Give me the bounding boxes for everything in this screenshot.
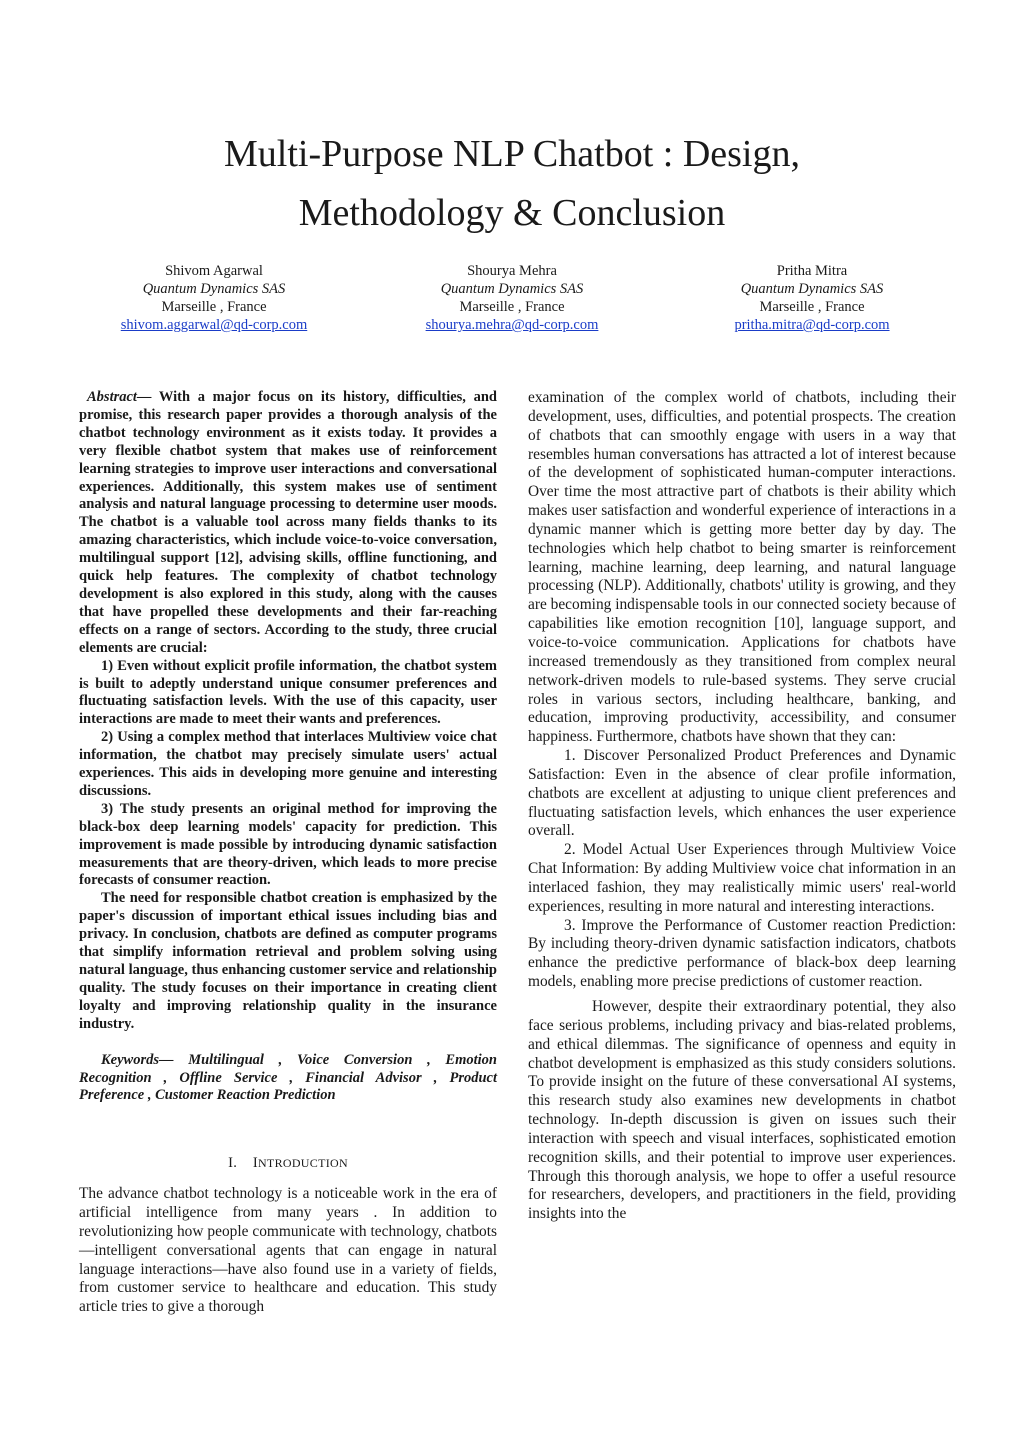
- title-line-1: Multi-Purpose NLP Chatbot : Design,: [224, 133, 800, 175]
- author-email-link[interactable]: shivom.aggarwal@qd-corp.com: [120, 317, 308, 333]
- abstract-point-1: 1) Even without explicit profile information, the chatbot system is built to adeptly understand unique consumer preferences and fluctuating satisfaction levels. With the use of this capacity, user interactions are made to meet their wants and preferences.: [79, 657, 497, 728]
- author-name: Pritha Mitra: [776, 263, 848, 279]
- keywords-label: Keywords—: [101, 1051, 174, 1068]
- author-block-1: [64, 262, 364, 334]
- section-title-initial: I: [252, 1155, 258, 1172]
- author-affiliation: Quantum Dynamics SAS: [740, 281, 884, 297]
- paper-title: [0, 125, 1024, 243]
- abstract-point-3: 3) The study presents an original method for improving the black-box deep learning models' capacity for prediction. This improvement is made possible by introducing dynamic satisfaction measurements that are theory-driven, which leads to more precise forecasts of consumer reaction.: [79, 800, 497, 889]
- section-number: I.: [228, 1155, 238, 1172]
- author-block-3: [662, 262, 962, 334]
- right-column: [528, 389, 956, 1224]
- section-title-rest: NTRODUCTION: [257, 1156, 348, 1171]
- author-email-link[interactable]: shourya.mehra@qd-corp.com: [425, 317, 599, 333]
- author-location: Marseille , France: [161, 299, 267, 315]
- intro-point-1: 1. Discover Personalized Product Preferences and Dynamic Satisfaction: Even in the absence of clear profile information, chatbots are excellent at adjusting to unique client preferences and fluctuating satisfaction levels, which enhances the user experience overall.: [528, 747, 956, 840]
- author-name: Shourya Mehra: [467, 263, 557, 279]
- keywords-paragraph: [79, 1052, 497, 1106]
- abstract-label: Abstract—: [87, 389, 152, 405]
- abstract-paragraph: [79, 389, 497, 658]
- intro-paragraph-left: The advance chatbot technology is a noticeable work in the era of artificial intelligence from many years . In addition to revolutionizing how people communicate with technology, chatbots—intelligent conversational agents that can engage in natural language interactions—have also found use in a variety of fields, from customer service to healthcare and education. This study article tries to give a thorough: [79, 1185, 497, 1316]
- section-heading-introduction: [79, 1155, 497, 1173]
- title-line-2: Methodology & Conclusion: [298, 192, 726, 234]
- intro-paragraph-right: examination of the complex world of chatbots, including their development, uses, difficulties, and potential prospects. The creation of chatbots that can smoothly engage with users in a way that resembles human conversations has attracted a lot of interest because of the development of sophisticated human-computer interactions. Over time the most attractive part of chatbots is their ability which makes user satisfaction and wonderful experience of interactions in a dynamic manner which is getting more better day by day. The technologies which help chatbot to being smarter is reinforcement learning, machine learning, deep learning, and natural language processing (NLP). Additionally, chatbots' utility is growing, and they are becoming indispensable tools in our connected society because of capabilities like emotion recognition [10], language support, and voice-to-voice communication. Applications for chatbots have increased tremendously as they transitioned from complex neural network-driven models to rule-based systems. They serve crucial roles in various sectors, including healthcare, banking, and education, improving productivity, accessibility, and consumer happiness. Furthermore, chatbots have shown that they can:: [528, 389, 956, 746]
- abstract-closing: The need for responsible chatbot creation is emphasized by the paper's discussion of important ethical issues including bias and privacy. In conclusion, chatbots are defined as computer programs that simplify information retrieval and problem solving using natural language, thus enhancing customer service and relationship quality. The study focuses on their importance in creating client loyalty and improving relationship quality in the insurance industry.: [79, 890, 497, 1032]
- keywords-text: Multilingual , Voice Conversion , Emotion Recognition , Offline Service , Financial Advisor , Product Preference , Customer Reaction Prediction: [79, 1051, 497, 1104]
- author-location: Marseille , France: [459, 299, 565, 315]
- author-email-link[interactable]: pritha.mitra@qd-corp.com: [734, 317, 890, 333]
- author-name: Shivom Agarwal: [165, 263, 263, 279]
- author-location: Marseille , France: [759, 299, 865, 315]
- intro-point-3: 3. Improve the Performance of Customer reaction Prediction: By including theory-driven dynamic satisfaction indicators, chatbots enhance the predictive performance of black-box deep learning models, enabling more precise predictions of customer reaction.: [528, 916, 956, 991]
- abstract-text: With a major focus on its history, difficulties, and promise, this research paper provides a thorough analysis of the chatbot technology environment as it exists today. It provides a very flexible chatbot system that makes use of reinforcement learning strategies to improve user interactions and conversational experiences. Additionally, this system makes use of sentiment analysis and natural language processing to determine user moods. The chatbot is a valuable tool across many fields thanks to its amazing characteristics, which include voice-to-voice conversation, multilingual support [12], advising skills, offline functioning, and quick help features. The complexity of chatbot technology development is also explored in this study, along with the causes that have propelled these developments and their far-reaching effects on a range of sectors. According to the study, three crucial elements are crucial:: [79, 389, 497, 656]
- intro-closing: However, despite their extraordinary potential, they also face serious problems, including privacy and bias-related problems, and ethical dilemmas. The significance of openness and equity in chatbot development is emphasized as this study considers solutions. To provide insight on the future of these conversational AI systems, this research study also examines new developments in chatbot technology. In-depth discussion is given on issues such their interaction with speech and visual interfaces, sophisticated emotion recognition skills, and their potential to improve user experiences. Through this thorough analysis, we hope to offer a useful resource for researchers, developers, and practitioners in the field, providing insights into the: [528, 998, 956, 1223]
- author-block-2: [362, 262, 662, 334]
- intro-point-2: 2. Model Actual User Experiences through Multiview Voice Chat Information: By adding Multiview voice chat information in an interlaced fashion, they may realistically mimic users' real-world experiences, resulting in more natural and interesting interactions.: [528, 841, 956, 915]
- author-affiliation: Quantum Dynamics SAS: [440, 281, 584, 297]
- abstract-point-2: 2) Using a complex method that interlaces Multiview voice chat information, the chatbot may precisely simulate users' actual experiences. This aids in developing more genuine and interesting discussions.: [79, 729, 497, 799]
- left-column: [79, 389, 497, 1317]
- author-affiliation: Quantum Dynamics SAS: [142, 281, 286, 297]
